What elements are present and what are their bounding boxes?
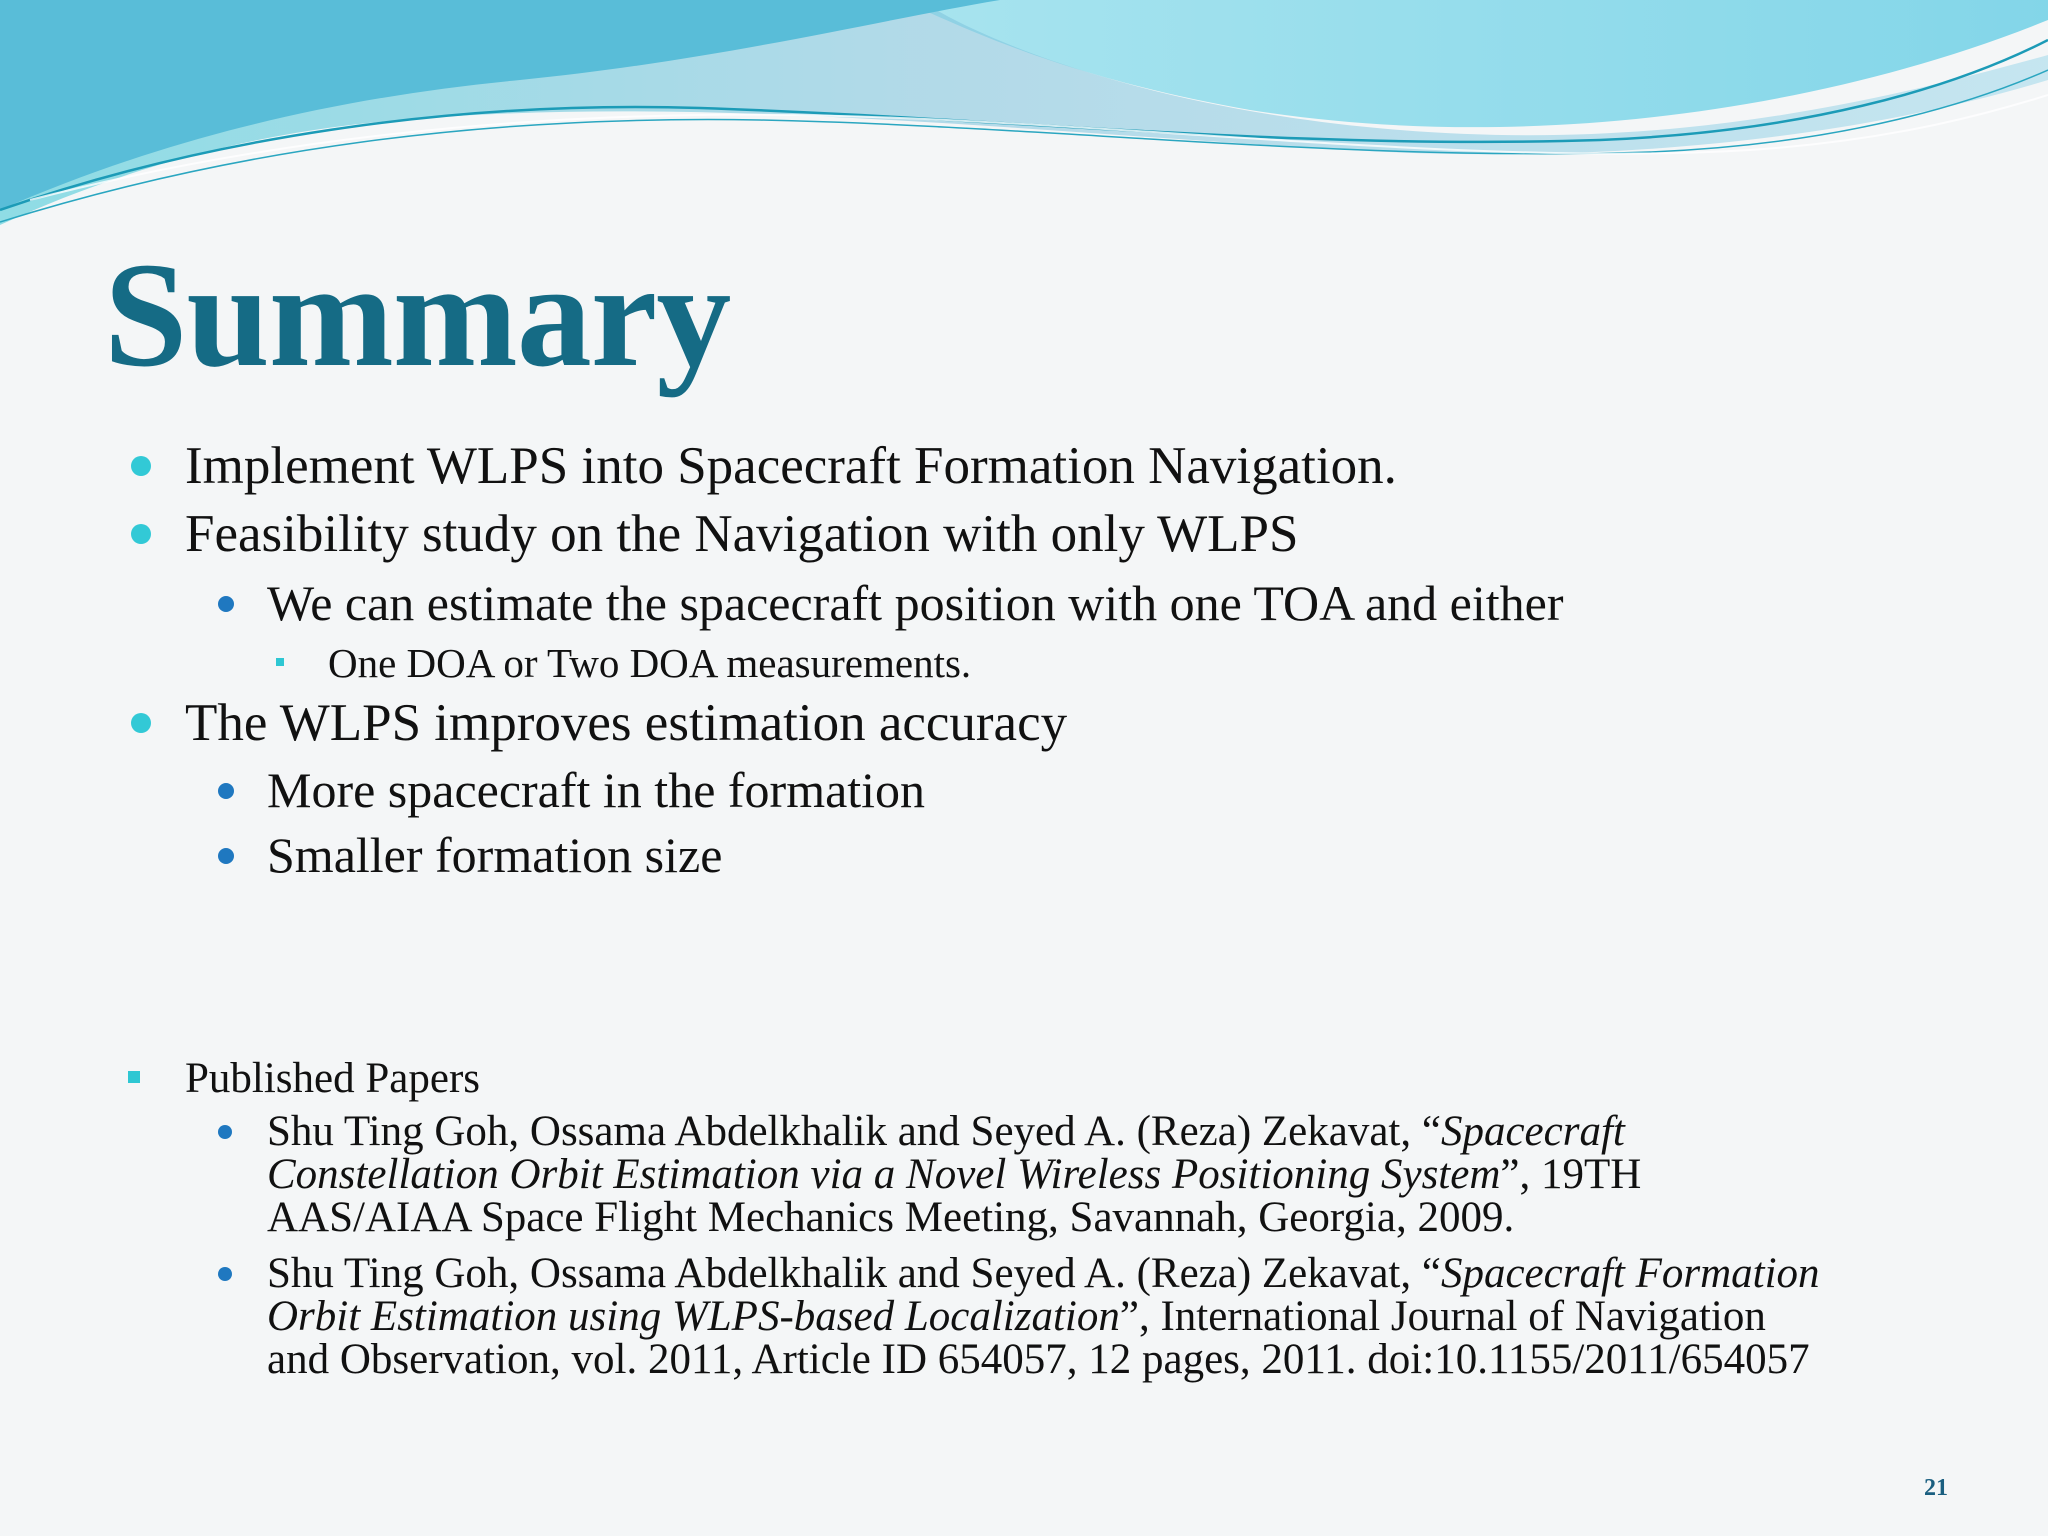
slide-title: Summary — [104, 232, 731, 398]
paper-2-line-1: Shu Ting Goh, Ossama Abdelkhalik and Seyed A. (Reza) Zekavat, “Spacecraft Formation — [267, 1250, 1820, 1297]
bullet-marker-blue — [218, 1267, 232, 1281]
wave-header-decoration — [0, 0, 2048, 240]
bullet-marker-square — [276, 658, 284, 666]
paper-1-line-1: Shu Ting Goh, Ossama Abdelkhalik and Seyed A. (Reza) Zekavat, “Spacecraft — [267, 1108, 1625, 1155]
bullet-marker-square — [128, 1071, 140, 1083]
paper-2-line-2: Orbit Estimation using WLPS-based Localization”, International Journal of Navigation — [267, 1293, 1766, 1340]
bullet-marker-blue — [218, 848, 234, 864]
bullet-marker-teal — [131, 456, 151, 476]
bullet-more-spacecraft: More spacecraft in the formation — [267, 762, 926, 818]
bullet-implement-wlps: Implement WLPS into Spacecraft Formation Navigation. — [185, 437, 1397, 495]
paper-reference-1 — [267, 1110, 1641, 1239]
paper-2-line-3: and Observation, vol. 2011, Article ID 654057, 12 pages, 2011. doi:10.1155/2011/654057 — [267, 1336, 1810, 1383]
bullet-feasibility-study: Feasibility study on the Navigation with only WLPS — [185, 505, 1299, 563]
paper-reference-2 — [267, 1252, 1820, 1381]
bullet-marker-teal — [131, 524, 151, 544]
bullet-estimate-position: We can estimate the spacecraft position with one TOA and either — [267, 575, 1564, 631]
bullet-marker-teal — [131, 713, 151, 733]
bullet-doa-measurements: One DOA or Two DOA measurements. — [328, 640, 972, 686]
page-number: 21 — [1924, 1475, 1948, 1501]
published-papers-heading: Published Papers — [185, 1055, 481, 1102]
bullet-marker-blue — [218, 783, 234, 799]
bullet-improves-accuracy: The WLPS improves estimation accuracy — [185, 694, 1068, 752]
paper-1-line-3: AAS/AIAA Space Flight Mechanics Meeting, Savannah, Georgia, 2009. — [267, 1194, 1515, 1241]
bullet-smaller-formation: Smaller formation size — [267, 827, 723, 883]
bullet-marker-blue — [218, 1125, 232, 1139]
paper-1-line-2: Constellation Orbit Estimation via a Novel Wireless Positioning System”, 19TH — [267, 1151, 1642, 1198]
bullet-marker-blue — [218, 596, 234, 612]
